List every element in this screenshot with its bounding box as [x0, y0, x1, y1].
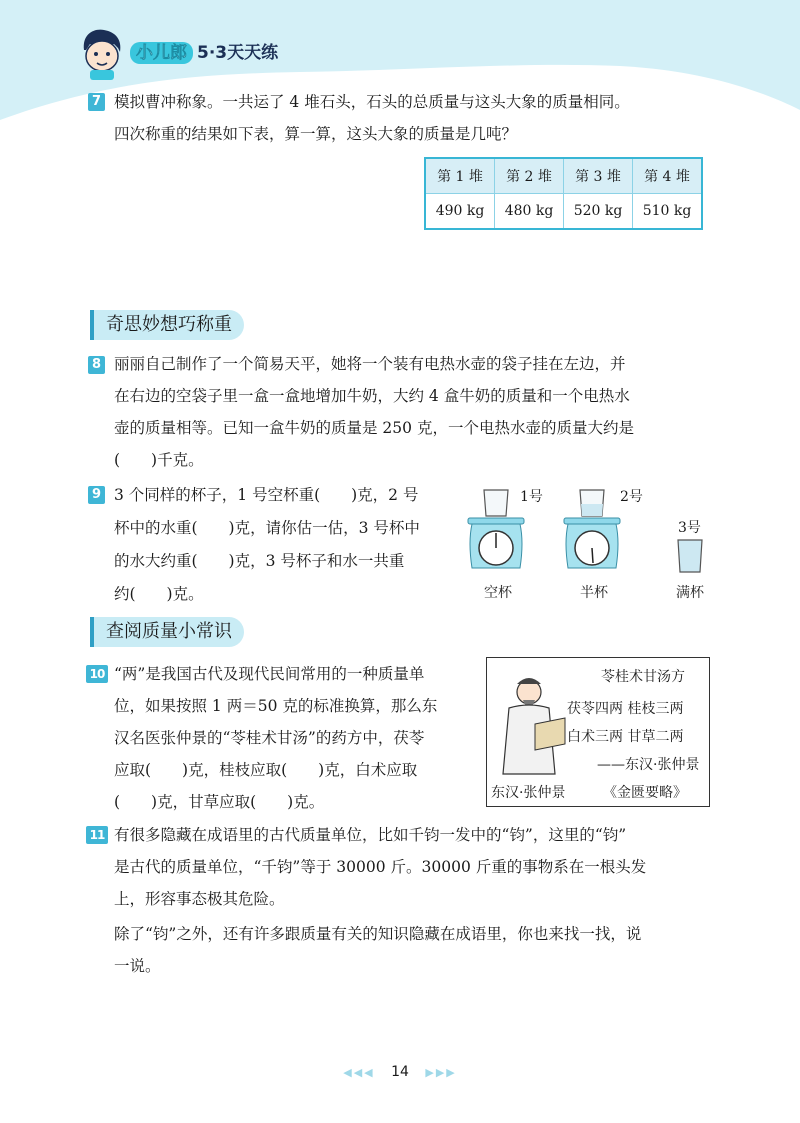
q10-line-4: 应取( )克，桂枝应取( )克，白术应取 [114, 761, 418, 779]
cup-2-caption: 半杯 [580, 585, 608, 601]
scales-illustration [462, 480, 712, 580]
cup-3-caption: 满杯 [676, 585, 704, 601]
recipe-book: 《金匮要略》 [603, 785, 687, 801]
recipe-box [486, 657, 710, 807]
zhang-zhongjing-portrait-icon [495, 670, 567, 782]
page-footer [0, 1064, 800, 1080]
table-header-cell: 第 4 堆 [633, 158, 703, 194]
q11-line-2: 是古代的质量单位，“千钧”等于 30000 斤。30000 斤重的事物系在一根头发 [114, 858, 647, 876]
q11-line-4: 除了“钧”之外，还有许多跟质量有关的知识隐藏在成语里，你也来找一找，说 [114, 925, 642, 943]
scale-2-illustration [564, 490, 620, 568]
q9-line-4: 约( )克。 [114, 585, 204, 603]
question-number-10: 10 [86, 665, 108, 683]
table-header-cell: 第 2 堆 [495, 158, 564, 194]
recipe-author: ——东汉·张仲景 [597, 757, 700, 773]
portrait-caption: 东汉·张仲景 [491, 785, 566, 801]
q10-line-5: ( )克，甘草应取( )克。 [114, 793, 325, 811]
recipe-title: 苓桂术甘汤方 [601, 669, 685, 685]
q8-line-3: 壶的质量相等。已知一盒牛奶的质量是 250 克，一个电热水壶的质量大约是 [114, 419, 634, 437]
question-number-11: 11 [86, 826, 108, 844]
cup-3-label: 3号 [678, 520, 701, 536]
table-header-cell: 第 1 堆 [425, 158, 495, 194]
recipe-line-2: 白术三两 甘草二两 [567, 729, 684, 745]
q11-line-1: 有很多隐藏在成语里的古代质量单位，比如千钧一发中的“钧”，这里的“钧” [114, 826, 627, 844]
q8-line-4: ( )千克。 [114, 451, 204, 469]
weights-table [424, 157, 703, 230]
question-number-9: 9 [88, 486, 105, 504]
cup-1-caption: 空杯 [484, 585, 512, 601]
q9-line-1: 3 个同样的杯子，1 号空杯重( )克，2 号 [114, 486, 419, 504]
brand-sub: 5·3天天练 [197, 43, 279, 63]
page-number: 14 [391, 1064, 409, 1080]
q10-line-1: “两”是我国古代及现代民间常用的一种质量单 [114, 665, 425, 683]
section-title-1: 奇思妙想巧称重 [90, 310, 244, 340]
table-cell: 520 kg [564, 194, 633, 230]
q7-line-1: 模拟曹冲称象。一共运了 4 堆石头，石头的总质量与这头大象的质量相同。 [114, 93, 630, 111]
q10-line-2: 位，如果按照 1 两＝50 克的标准换算，那么东 [114, 697, 438, 715]
q9-line-2: 杯中的水重( )克，请你估一估，3 号杯中 [114, 519, 420, 537]
brand-title [130, 38, 278, 63]
table-header-cell: 第 3 堆 [564, 158, 633, 194]
section-title-2: 查阅质量小常识 [90, 617, 244, 647]
q10-line-3: 汉名医张仲景的“苓桂术甘汤”的药方中，茯苓 [114, 729, 425, 747]
q9-line-3: 的水大约重( )克，3 号杯子和水一共重 [114, 552, 405, 570]
question-number-7: 7 [88, 93, 105, 111]
brand-main: 小儿郎 [130, 42, 193, 64]
q7-line-2: 四次称重的结果如下表，算一算，这头大象的质量是几吨？ [114, 125, 518, 143]
recipe-line-1: 茯苓四两 桂枝三两 [567, 701, 684, 717]
right-arrows-icon: ▶▶▶ [425, 1066, 457, 1079]
scale-1-illustration [468, 490, 524, 568]
table-cell: 480 kg [495, 194, 564, 230]
table-cell: 510 kg [633, 194, 703, 230]
table-cell: 490 kg [425, 194, 495, 230]
mascot-icon [78, 28, 126, 80]
cup-1-label: 1号 [520, 489, 543, 505]
q8-line-1: 丽丽自己制作了一个简易天平，她将一个装有电热水壶的袋子挂在左边，并 [114, 355, 626, 373]
cup-3-illustration [678, 540, 702, 572]
question-number-8: 8 [88, 356, 105, 374]
cup-2-label: 2号 [620, 489, 643, 505]
q11-line-3: 上，形容事态极其危险。 [114, 890, 285, 908]
left-arrows-icon: ◀◀◀ [343, 1066, 375, 1079]
q11-line-5: 一说。 [114, 957, 161, 975]
q8-line-2: 在右边的空袋子里一盒一盒地增加牛奶，大约 4 盒牛奶的质量和一个电热水 [114, 387, 630, 405]
